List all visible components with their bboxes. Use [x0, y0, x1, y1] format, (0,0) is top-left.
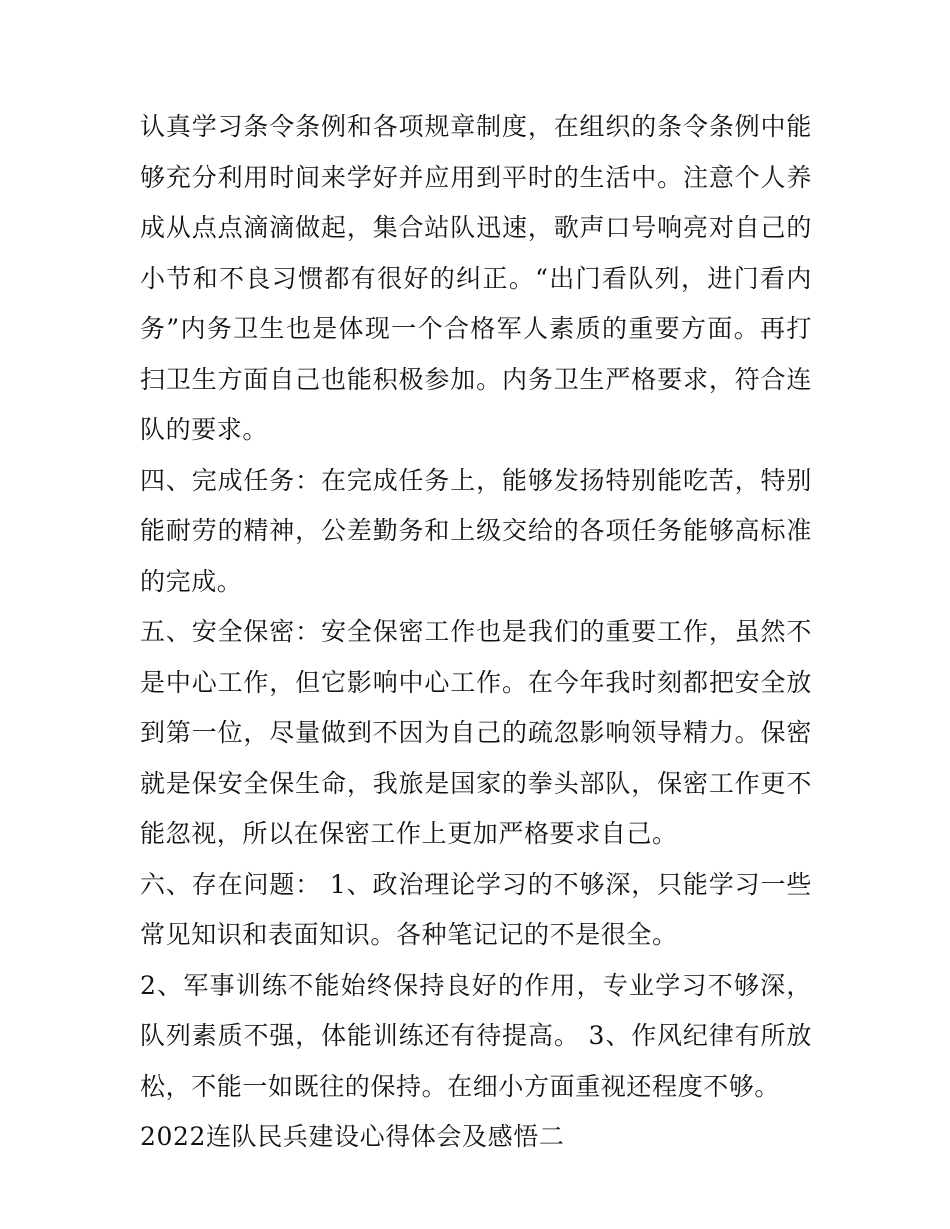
document-body [140, 102, 812, 1163]
paragraph-problems: 六、存在问题： 1、政治理论学习的不够深，只能学习一些常见知识和表面知识。各种笔记记的不是很全。 [140, 869, 812, 949]
paragraph-discipline: 认真学习条令条例和各项规章制度，在组织的条令条例中能够充分利用时间来学好并应用到平时的生活中。注意个人养成从点点滴滴做起，集合站队迅速，歌声口号响亮对自己的小节和不良习惯都有很好的纠正。“出门看队列，进门看内务”内务卫生也是体现一个合格军人素质的重要方面。再打扫卫生方面自己也能积极参加。内务卫生严格要求，符合连队的要求。 [140, 112, 812, 444]
paragraph-training: 2、军事训练不能始终保持良好的作用，专业学习不够深，队列素质不强，体能训练还有待提高。 3、作风纪律有所放松，不能一如既往的保持。在细小方面重视还程度不够。 [140, 970, 812, 1101]
paragraph-complete-tasks: 四、完成任务：在完成任务上，能够发扬特别能吃苦，特别能耐劳的精神，公差勤务和上级交给的各项任务能够高标准的完成。 [140, 465, 812, 596]
section-heading: 2022连队民兵建设心得体会及感悟二 [140, 1122, 565, 1151]
paragraph-security: 五、安全保密：安全保密工作也是我们的重要工作，虽然不是中心工作，但它影响中心工作。在今年我时刻都把安全放到第一位，尽量做到不因为自己的疏忽影响领导精力。保密就是保安全保生命，我旅是国家的拳头部队，保密工作更不能忽视，所以在保密工作上更加严格要求自己。 [140, 617, 812, 848]
